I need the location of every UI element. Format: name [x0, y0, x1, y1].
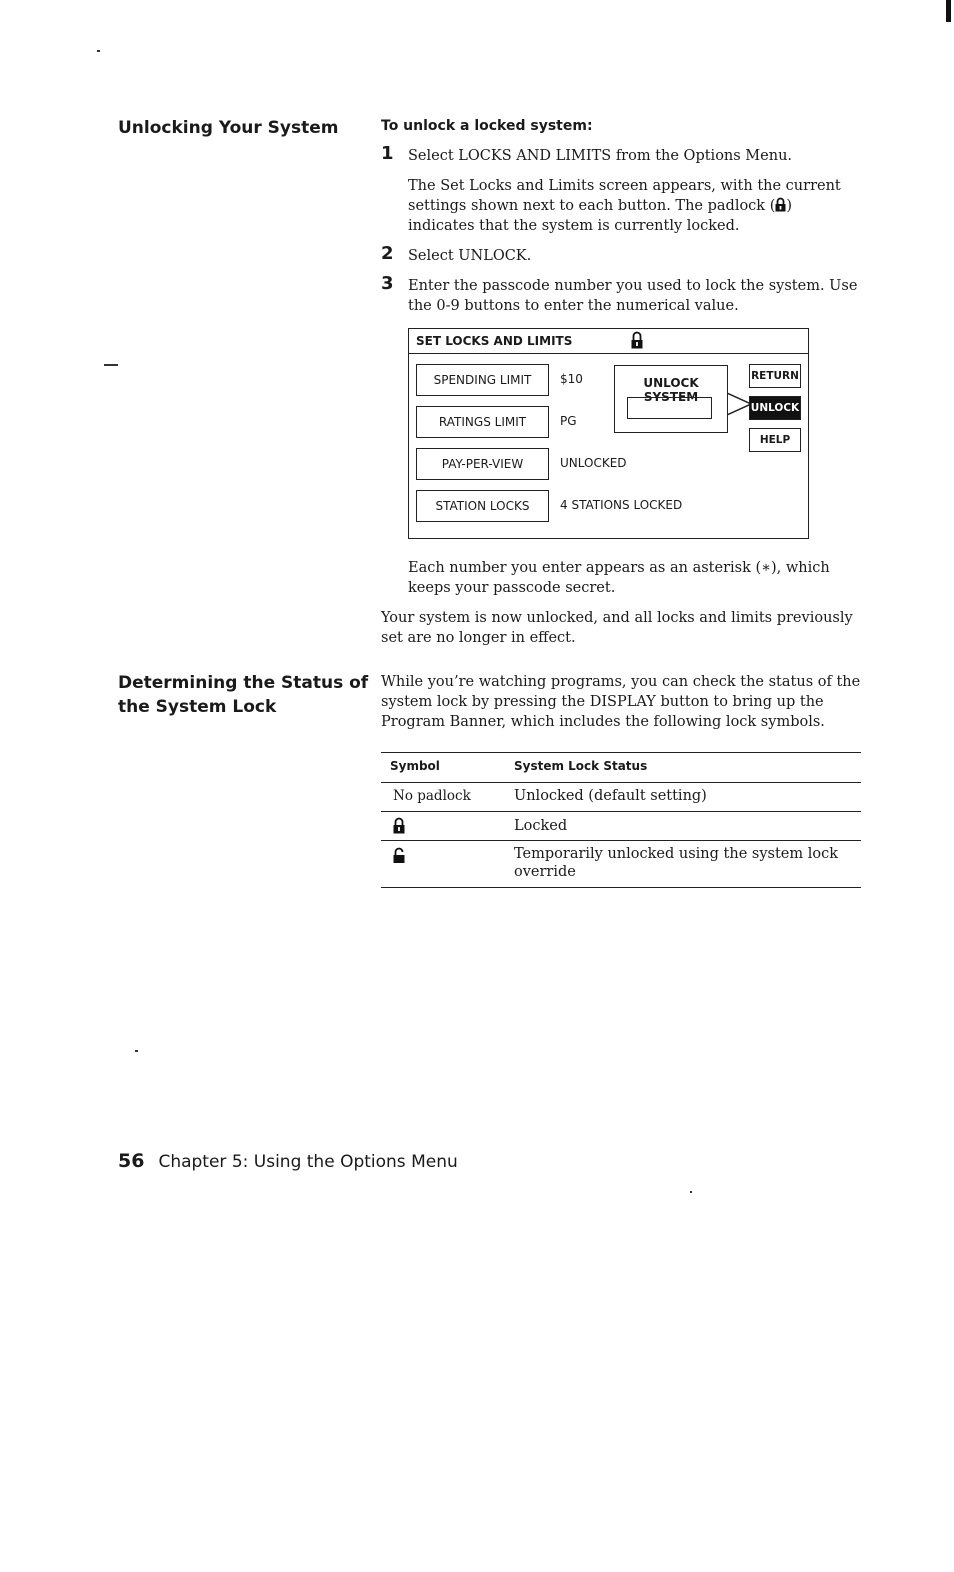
- procedure-subheading: To unlock a locked system:: [381, 118, 593, 134]
- step-1-detail: [408, 176, 863, 236]
- chapter-title: Chapter 5: Using the Options Menu: [158, 1152, 458, 1172]
- ratings-limit-button: RATINGS LIMIT: [416, 406, 549, 438]
- set-locks-screen-illustration: [408, 328, 809, 539]
- asterisk-note: Each number you enter appears as an asterisk (∗), which keeps your passcode secret.: [408, 560, 830, 596]
- table-cell-symbol: No padlock: [393, 788, 471, 804]
- table-top-rule: [381, 752, 861, 753]
- step-text: Select LOCKS AND LIMITS from the Options Menu.: [408, 148, 793, 164]
- page-footer: [118, 1150, 458, 1172]
- dialog-title: UNLOCK SYSTEM: [643, 376, 699, 404]
- pay-per-view-value: UNLOCKED: [560, 456, 627, 470]
- padlock-temporarily-unlocked-icon: [393, 847, 405, 863]
- return-button: RETURN: [749, 364, 801, 388]
- pay-per-view-button: PAY-PER-VIEW: [416, 448, 549, 480]
- step-number: 2: [381, 243, 394, 264]
- unlock-system-dialog: [614, 365, 728, 433]
- step-text: Enter the passcode number you used to lock the system. Use the 0-9 buttons to enter the numerical value.: [408, 278, 858, 314]
- step-number: 3: [381, 273, 394, 294]
- page-edge-mark: [946, 0, 951, 22]
- spending-limit-value: $10: [560, 372, 583, 386]
- step-text: Select UNLOCK.: [408, 248, 532, 264]
- passcode-field: [627, 397, 712, 419]
- step-1: [381, 143, 861, 166]
- unlock-button: UNLOCK: [749, 396, 801, 420]
- column-header-status: System Lock Status: [514, 759, 648, 773]
- table-header-rule: [381, 782, 861, 783]
- table-row-rule: [381, 811, 861, 812]
- step-3: [381, 273, 861, 316]
- table-cell-status: Unlocked (default setting): [514, 788, 707, 804]
- screen-title-divider: [409, 353, 808, 354]
- table-row-rule: [381, 840, 861, 841]
- padlock-icon: [631, 331, 643, 349]
- scan-speck: [690, 1191, 692, 1193]
- status-intro-paragraph: While you’re watching programs, you can check the status of the system lock by pressing the DISPLAY button to bring up the Program Banner, which includes the following lock symbols.: [381, 674, 861, 730]
- spending-limit-button: SPENDING LIMIT: [416, 364, 549, 396]
- table-bottom-rule: [381, 887, 861, 888]
- step-1-detail-text-a: The Set Locks and Limits screen appears, with the current settings shown next to each button. The padlock (: [408, 178, 841, 214]
- station-locks-value: 4 STATIONS LOCKED: [560, 498, 683, 512]
- scan-speck: [104, 364, 118, 366]
- page-number: 56: [118, 1150, 145, 1172]
- step-1-detail-text-b: ) indicates that the system is currently locked.: [408, 198, 793, 234]
- scan-speck: [97, 50, 100, 52]
- station-locks-button: STATION LOCKS: [416, 490, 549, 522]
- padlock-locked-icon: [393, 817, 405, 834]
- padlock-icon: [775, 197, 786, 212]
- heading-line-2: the System Lock: [118, 697, 277, 717]
- conclusion-paragraph: Your system is now unlocked, and all locks and limits previously set are no longer in effect.: [381, 610, 853, 646]
- heading-line-1: Determining the Status of: [118, 673, 369, 693]
- column-header-symbol: Symbol: [390, 759, 440, 773]
- table-cell-status: Locked: [514, 818, 568, 834]
- scan-speck: [135, 1050, 138, 1052]
- pointer-arrow-icon: [727, 391, 751, 417]
- section-heading-unlocking: Unlocking Your System: [118, 118, 339, 138]
- step-number: 1: [381, 143, 394, 164]
- section-heading-determining-status: [118, 671, 368, 719]
- ratings-limit-value: PG: [560, 414, 577, 428]
- help-button: HELP: [749, 428, 801, 452]
- step-2: [381, 243, 861, 266]
- screen-title: SET LOCKS AND LIMITS: [416, 334, 573, 348]
- table-cell-status: Temporarily unlocked using the system lock override: [514, 846, 839, 880]
